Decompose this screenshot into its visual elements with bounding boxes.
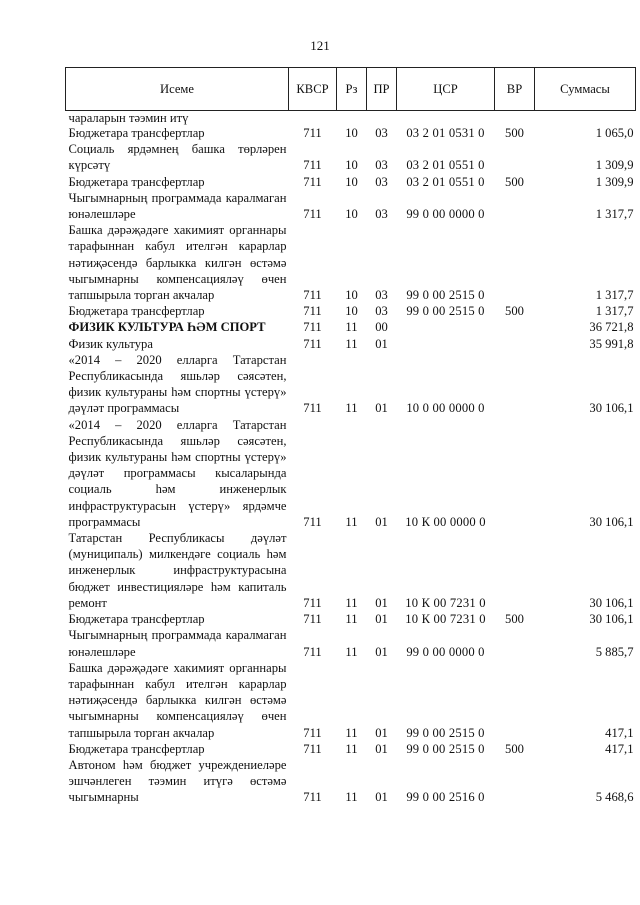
row-kvsr: 711 [303, 126, 322, 140]
row-name: чараларын тәэмин итү [68, 111, 189, 125]
table-row [66, 611, 636, 627]
row-kvsr: 711 [303, 401, 322, 416]
row-sum: 30 106,1 [589, 595, 634, 610]
row-csr: 10 К 00 7231 0 [405, 595, 486, 610]
row-name: ФИЗИК КУЛЬТУРА ҺӘМ СПОРТ [68, 320, 266, 335]
row-kvsr: 711 [303, 158, 322, 173]
row-pr [367, 111, 397, 126]
row-rz: 11 [345, 725, 358, 740]
table-body [66, 111, 636, 806]
row-name: Автоном һәм бюджет учреждениеләре эшчәнлеген тәэмин итүгә өстәмә чыгымнарны [68, 757, 287, 805]
row-csr: 03 2 01 0531 0 [406, 126, 485, 140]
table-row [66, 627, 636, 659]
row-vr [495, 190, 535, 222]
row-rz: 11 [345, 790, 358, 805]
row-pr: 03 [375, 174, 388, 189]
table-row [66, 174, 636, 190]
row-vr [495, 141, 535, 173]
row-sum: 5 468,6 [595, 790, 634, 805]
row-pr: 01 [375, 595, 388, 610]
row-csr [397, 336, 495, 352]
row-csr: 99 0 00 0000 0 [406, 207, 485, 222]
row-name: Чыгымнарның программада каралмаган юнәлешләре [68, 190, 287, 222]
budget-table [65, 67, 636, 806]
row-sum: 30 106,1 [589, 401, 634, 416]
row-sum [535, 111, 636, 126]
row-rz [337, 111, 367, 126]
table-header [66, 68, 636, 111]
row-rz: 10 [345, 126, 358, 140]
header-name: Исеме [66, 68, 289, 111]
table-row [66, 319, 636, 335]
header-sum: Суммасы [535, 68, 636, 111]
row-vr [495, 222, 535, 303]
table-row [66, 741, 636, 757]
row-csr: 99 0 00 2515 0 [406, 741, 485, 756]
header-rz: Рз [337, 68, 367, 111]
row-pr: 01 [375, 644, 388, 659]
row-rz: 11 [345, 612, 358, 627]
table-row [66, 222, 636, 303]
row-kvsr: 711 [303, 790, 322, 805]
row-name: Башка дәрәҗәдәге хакимият органнары тарафыннан кабул ителгән карарлар нәтиҗәсендә барлыкка килгән өстәмә чыгымнарны компенсацияләү өчен тапшырыла торган акчалар [68, 223, 287, 303]
row-kvsr: 711 [303, 207, 322, 222]
table-row [66, 530, 636, 611]
row-pr: 00 [375, 320, 388, 335]
row-vr [495, 530, 535, 611]
row-sum: 417,1 [605, 741, 634, 756]
row-kvsr: 711 [303, 304, 322, 319]
row-vr: 500 [505, 174, 524, 189]
row-vr: 500 [505, 612, 524, 627]
row-csr: 99 0 00 2515 0 [406, 304, 485, 319]
row-name: Физик культура [68, 336, 153, 351]
row-name: Бюджетара трансфертлар [68, 174, 205, 189]
row-name: «2014 – 2020 елларга Татарстан Республикасында яшьләр сәясәтен, физик культураны һәм спортны үстерү» дәүләт программасы [68, 352, 287, 416]
row-name: Бюджетара трансфертлар [68, 126, 205, 140]
table-row [66, 125, 636, 141]
row-vr: 500 [505, 126, 524, 140]
row-pr: 01 [375, 514, 388, 529]
header-pr: ПР [367, 68, 397, 111]
row-rz: 11 [345, 320, 358, 335]
row-sum: 417,1 [605, 725, 634, 740]
row-sum: 1 317,7 [595, 304, 634, 319]
row-rz: 11 [345, 595, 358, 610]
row-csr: 10 К 00 0000 0 [405, 514, 486, 529]
row-csr: 10 К 00 7231 0 [405, 612, 486, 627]
row-sum: 30 106,1 [589, 612, 634, 627]
row-sum: 35 991,8 [589, 336, 634, 351]
row-csr: 99 0 00 0000 0 [406, 644, 485, 659]
row-vr: 500 [505, 304, 524, 319]
row-rz: 10 [345, 288, 358, 303]
row-vr [495, 352, 535, 417]
row-rz: 11 [345, 644, 358, 659]
row-kvsr: 711 [303, 644, 322, 659]
table-row [66, 352, 636, 417]
row-sum: 30 106,1 [589, 514, 634, 529]
header-vr: ВР [495, 68, 535, 111]
row-csr: 99 0 00 2516 0 [406, 790, 485, 805]
header-csr: ЦСР [397, 68, 495, 111]
row-sum: 5 885,7 [595, 644, 634, 659]
row-rz: 10 [345, 207, 358, 222]
row-rz: 11 [345, 514, 358, 529]
row-vr [495, 417, 535, 530]
row-name: «2014 – 2020 елларга Татарстан Республикасында яшьләр сәясәтен, физик культураны һәм спортны үстерү» дәүләт программасы кысаларында социаль һәм инженерлык инфраструктурасын үстерү» ярдәмче программасы [68, 417, 287, 529]
row-pr: 03 [375, 304, 388, 319]
row-name: Социаль ярдәмнең башка төрләрен күрсәтү [68, 142, 287, 173]
row-kvsr: 711 [303, 336, 322, 351]
row-rz: 10 [345, 174, 358, 189]
row-vr: 500 [505, 741, 524, 756]
row-name: Бюджетара трансфертлар [68, 741, 205, 756]
row-vr [495, 111, 535, 126]
row-vr [495, 660, 535, 741]
row-sum: 1 065,0 [595, 126, 634, 140]
row-name: Татарстан Республикасы дәүләт (муниципаль) милкендәге социаль һәм инженерлык инфраструктурасына бюджет инвестицияләре һәм капиталь ремонт [68, 531, 287, 610]
row-pr: 03 [375, 126, 388, 140]
row-sum: 1 309,9 [595, 158, 634, 173]
row-name: Бюджетара трансфертлар [68, 612, 205, 627]
table-row [66, 757, 636, 806]
table-row [66, 141, 636, 173]
table-row [66, 336, 636, 352]
row-csr: 99 0 00 2515 0 [406, 288, 485, 303]
row-kvsr: 711 [303, 288, 322, 303]
row-csr [397, 111, 495, 126]
row-vr [495, 627, 535, 659]
row-kvsr [289, 111, 337, 126]
row-csr: 99 0 00 2515 0 [406, 725, 485, 740]
row-pr: 01 [375, 401, 388, 416]
row-name: Бюджетара трансфертлар [68, 304, 205, 319]
row-sum: 1 317,7 [595, 207, 634, 222]
row-pr: 01 [375, 741, 388, 756]
row-kvsr: 711 [303, 320, 322, 335]
table-row [66, 190, 636, 222]
row-sum: 1 317,7 [595, 288, 634, 303]
row-kvsr: 711 [303, 741, 322, 756]
row-name: Башка дәрәҗәдәге хакимият органнары тарафыннан кабул ителгән карарлар нәтиҗәсендә барлыкка килгән өстәмә чыгымнарны компенсацияләү өчен тапшырыла торган акчалар [68, 660, 287, 740]
row-pr: 03 [375, 288, 388, 303]
row-kvsr: 711 [303, 595, 322, 610]
row-csr [397, 319, 495, 335]
row-pr: 03 [375, 207, 388, 222]
row-rz: 11 [345, 336, 358, 351]
row-vr [495, 336, 535, 352]
row-csr: 03 2 01 0551 0 [406, 158, 485, 173]
row-vr [495, 757, 535, 806]
row-kvsr: 711 [303, 174, 322, 189]
row-pr: 01 [375, 612, 388, 627]
row-sum: 36 721,8 [589, 320, 634, 335]
row-csr: 10 0 00 0000 0 [406, 401, 485, 416]
row-rz: 11 [345, 741, 358, 756]
table-row [66, 303, 636, 319]
row-rz: 11 [345, 401, 358, 416]
table-row [66, 417, 636, 530]
row-rz: 10 [345, 158, 358, 173]
row-kvsr: 711 [303, 514, 322, 529]
header-kvsr: КВСР [289, 68, 337, 111]
row-kvsr: 711 [303, 725, 322, 740]
row-pr: 03 [375, 158, 388, 173]
row-rz: 10 [345, 304, 358, 319]
row-kvsr: 711 [303, 612, 322, 627]
row-pr: 01 [375, 336, 388, 351]
row-vr [495, 319, 535, 335]
row-sum: 1 309,9 [595, 174, 634, 189]
table-row [66, 111, 636, 126]
row-csr: 03 2 01 0551 0 [406, 174, 485, 189]
row-name: Чыгымнарның программада каралмаган юнәлешләре [68, 628, 287, 659]
row-pr: 01 [375, 790, 388, 805]
page-number: 121 [310, 38, 330, 53]
row-pr: 01 [375, 725, 388, 740]
table-row [66, 660, 636, 741]
